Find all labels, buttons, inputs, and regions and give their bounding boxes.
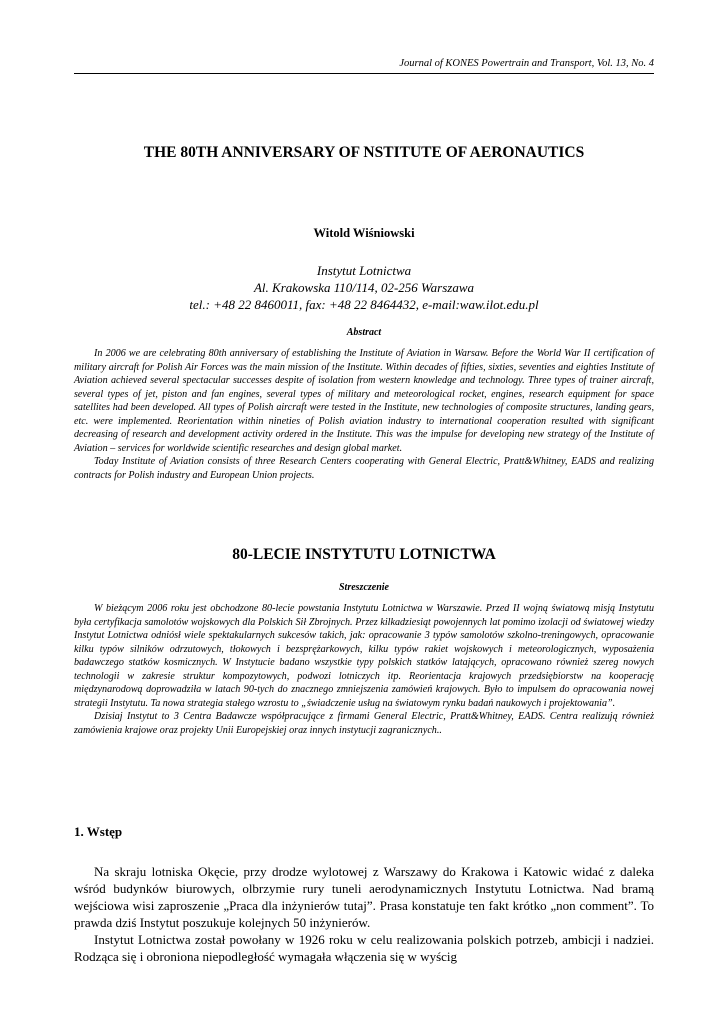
abstract-pl-paragraph-1: W bieżącym 2006 roku jest obchodzone 80-lecie powstania Instytutu Lotnictwa w Warszawie. Przed II wojną światową misją Instytutu była certyfikacja samolotów wojskowych dla Polskich Sił Zbrojnych. Przez kilkadziesiąt powojennych lat pomimo izolacji od światowej wiedzy Instytut Lotnictwa odniósł wiele spektakularnych sukcesów takich, jak: opracowanie 3 typów samolotów szkolno-treningowych, opracowanie kilku typów silników odrzutowych, tłokowych i bezsprężarkowych, kilku typów rakiet wojskowych i meteorologicznych, wyposażenia badawczego statków kosmicznych. W Instytucie badano wszystkie typy polskich statków latających, opracowano również szereg nowych technologii w zakresie struktur kompozytowych, podwozi lotniczych itp. Reorientacja krajowych przedsiębiorstw na kooperację międzynarodową doprowadziła w latach 90-tych do znacznego zmniejszenia zamówień krajowych. Było to impulsem do opracowania nowej strategii Instytutu. Ta nowa strategia stałego wzrostu to „świadczenie usług na światowym rynku badań naukowych i projektowania”. — [74, 603, 654, 709]
body-paragraph-2: Instytut Lotnictwa został powołany w 1926 roku w celu realizowania polskich potrzeb, ambicji i nadziei. Rodząca się i obroniona niepodległość wymagała włączenia się w wyścig — [74, 932, 654, 964]
section-body — [74, 863, 654, 965]
abstract-polish — [74, 602, 654, 737]
abstract-pl-paragraph-2: Dzisiaj Instytut to 3 Centra Badawcze współpracujące z firmami General Electric, Pratt&Whitney, EADS. Centra realizują również zamówienia krajowe oraz projekty Unii Europejskiej oraz innych instytucji zagranicznych.. — [74, 711, 654, 736]
abstract-en-paragraph-1: In 2006 we are celebrating 80th anniversary of establishing the Institute of Aviation in Warsaw. Before the World War II certification of military aircraft for Polish Air Forces was the main mission of the Institute. Within decades of fifties, sixties, seventies and eighties Institute of Aviation achieved several spectacular successes despite of isolation from western knowledge and technology. Three types of trainer aircraft, several types of jet, piston and fan engines, several types of military and meteorological rocket, engines, research equipment for space satellites had been developed. All types of Polish aircraft were tested in the Institute, new technologies of composite structures, landing gears, etc. were implemented. Reorientation within nineties of Polish aviation industry to international cooperation resulted with significant decreasing of research and development activity ordered in the Institute. This was the impulse for developing new strategy of the Institute of Aviation – services for worldwide scientific researches and design global market. — [74, 348, 654, 454]
header-rule — [74, 73, 654, 74]
streszczenie-label: Streszczenie — [339, 582, 389, 593]
running-head: Journal of KONES Powertrain and Transport, Vol. 13, No. 4 — [399, 58, 654, 69]
abstract-en-paragraph-2: Today Institute of Aviation consists of three Research Centers cooperating with General Electric, Pratt&Whitney, EADS and realizing contracts for Polish industry and European Union projects. — [74, 456, 654, 481]
affiliation-address: Al. Krakowska 110/114, 02-256 Warszawa — [253, 280, 475, 295]
affiliation-contact: tel.: +48 22 8460011, fax: +48 22 8464432, e-mail:waw.ilot.edu.pl — [189, 297, 539, 312]
section-heading-introduction: 1. Wstęp — [74, 824, 123, 839]
abstract-english — [74, 347, 654, 482]
paper-title: THE 80TH ANNIVERSARY OF NSTITUTE OF AERONAUTICS — [143, 144, 585, 161]
abstract-label: Abstract — [346, 327, 382, 338]
polish-title: 80-LECIE INSTYTUTU LOTNICTWA — [232, 546, 496, 563]
affiliation-institution: Instytut Lotnictwa — [316, 263, 412, 278]
body-paragraph-1: Na skraju lotniska Okęcie, przy drodze wylotowej z Warszawy do Krakowa i Katowic widać z daleka wśród budynków biurowych, olbrzymie rury tuneli aerodynamicznych Instytutu Lotnictwa. Nad bramą wejściowa wisi zaproszenie „Praca dla inżynierów tutaj”. Prasa konstatuje ten fakt krótko „non comment”. To prawda dziś Instytut poszukuje kolejnych 50 inżynierów. — [74, 864, 654, 930]
author-name: Witold Wiśniowski — [313, 226, 415, 240]
